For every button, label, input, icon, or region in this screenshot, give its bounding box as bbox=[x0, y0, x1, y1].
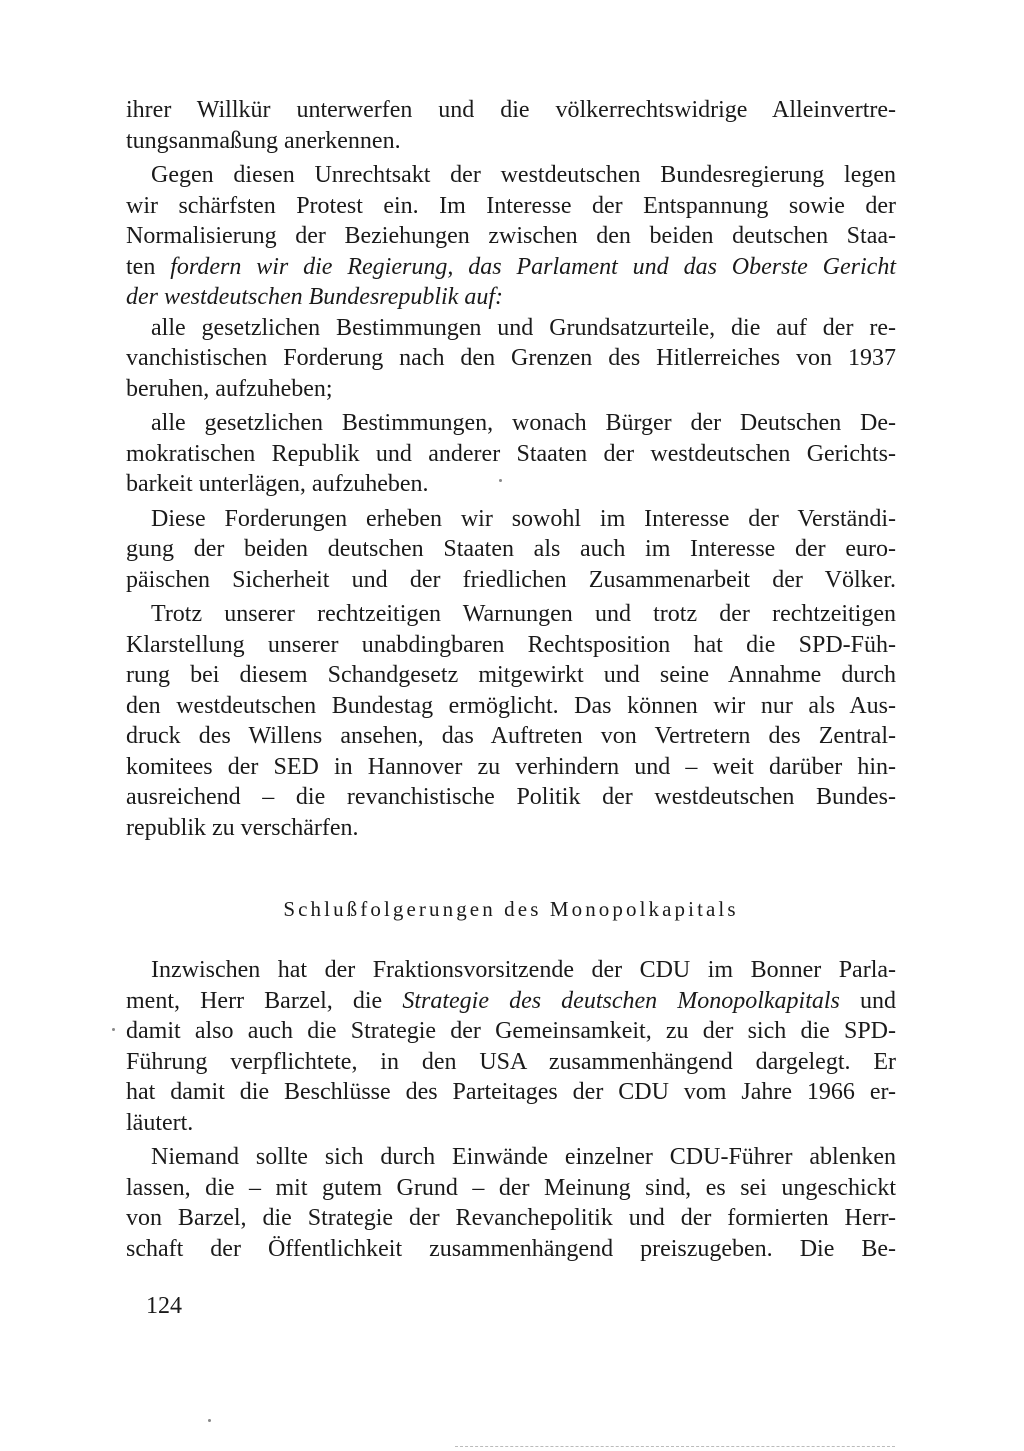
text-line bbox=[126, 986, 896, 1017]
text-line: beruhen, aufzuheben; bbox=[126, 375, 333, 402]
text-line: ausreichend – die revanchistische Politik der westdeutschen Bundes- bbox=[126, 784, 896, 810]
text-line: Inzwischen hat der Fraktionsvorsitzende der CDU im Bonner Parla- bbox=[151, 957, 896, 983]
section-1-body bbox=[126, 95, 896, 843]
text-line: läutert. bbox=[126, 1109, 194, 1136]
text-line: alle gesetzlichen Bestimmungen und Grundsatzurteile, die auf der re- bbox=[151, 314, 896, 341]
text-line: vanchistischen Forderung nach den Grenzen des Hitlerreiches von 1937 bbox=[126, 345, 896, 371]
text-run: ten bbox=[126, 253, 171, 280]
text-line: alle gesetzlichen Bestimmungen, wonach Bürger der Deutschen De- bbox=[151, 410, 896, 436]
section-heading: Schlußfolgerungen des Monopolkapitals bbox=[283, 897, 739, 921]
paper-speck bbox=[499, 479, 502, 482]
emphasis-run: fordern wir die Regierung, das Parlament und das Oberste Gericht bbox=[170, 253, 896, 280]
text-line: gung der beiden deutschen Staaten als auch im Interesse der euro- bbox=[126, 536, 896, 562]
emphasis-run: der westdeutschen Bundesrepublik auf: bbox=[126, 284, 504, 310]
emphasis-run: Strategie des deutschen Monopolkapitals bbox=[402, 987, 840, 1014]
text-line: Klarstellung unserer unabdingbaren Rechtsposition hat die SPD-Füh- bbox=[126, 631, 896, 658]
text-line: den westdeutschen Bundestag ermöglicht. Das können wir nur als Aus- bbox=[126, 692, 896, 719]
text-run: ment, Herr Barzel, die bbox=[126, 987, 403, 1014]
text-line: barkeit unterlägen, aufzuheben. bbox=[126, 471, 429, 497]
text-line: Trotz unserer rechtzeitigen Warnungen und trotz der rechtzeitigen bbox=[151, 601, 896, 627]
text-line: schaft der Öffentlichkeit zusammenhängend preiszugeben. Die Be- bbox=[126, 1235, 896, 1262]
text-line: wir schärfsten Protest ein. Im Interesse der Entspannung sowie der bbox=[126, 192, 896, 219]
paper-speck bbox=[208, 1419, 211, 1422]
scan-edge-line bbox=[455, 1446, 895, 1447]
text-line: lassen, die – mit gutem Grund – der Meinung sind, es sei ungeschickt bbox=[126, 1174, 896, 1201]
text-line: republik zu verschärfen. bbox=[126, 814, 359, 841]
text-line: ihrer Willkür unterwerfen und die völkerrechtswidrige Alleinvertre- bbox=[126, 97, 896, 123]
text-line: hat damit die Beschlüsse des Parteitages der CDU vom Jahre 1966 er- bbox=[126, 1079, 896, 1105]
text-line: tungsanmaßung anerkennen. bbox=[126, 127, 401, 154]
text-line bbox=[126, 282, 896, 313]
paper-speck bbox=[112, 1028, 115, 1031]
text-line: Diese Forderungen erheben wir sowohl im Interesse der Verständi- bbox=[151, 505, 896, 532]
text-line: Normalisierung der Beziehungen zwischen den beiden deutschen Staa- bbox=[126, 223, 896, 249]
text-run: und bbox=[839, 987, 897, 1014]
text-line: druck des Willens ansehen, das Auftreten von Vertretern des Zentral- bbox=[126, 723, 896, 749]
text-line bbox=[126, 252, 896, 283]
text-line: damit also auch die Strategie der Gemeinsamkeit, zu der sich die SPD- bbox=[126, 1018, 896, 1044]
text-line: komitees der SED in Hannover zu verhindern und – weit darüber hin- bbox=[126, 753, 896, 780]
text-line: mokratischen Republik und anderer Staaten der westdeutschen Gerichts- bbox=[126, 440, 896, 467]
text-line: Gegen diesen Unrechtsakt der westdeutschen Bundesregierung legen bbox=[151, 162, 896, 188]
page-number: 124 bbox=[146, 1293, 182, 1319]
text-line: Führung verpflichtete, in den USA zusammenhängend dargelegt. Er bbox=[126, 1048, 896, 1075]
text-line: Niemand sollte sich durch Einwände einzelner CDU-Führer ablenken bbox=[151, 1144, 896, 1170]
section-2-body bbox=[126, 955, 896, 1264]
text-line: von Barzel, die Strategie der Revanchepolitik und der formierten Herr- bbox=[126, 1205, 896, 1231]
text-line: päischen Sicherheit und der friedlichen Zusammenarbeit der Völker. bbox=[126, 566, 896, 593]
text-line: rung bei diesem Schandgesetz mitgewirkt und seine Annahme durch bbox=[126, 662, 896, 688]
